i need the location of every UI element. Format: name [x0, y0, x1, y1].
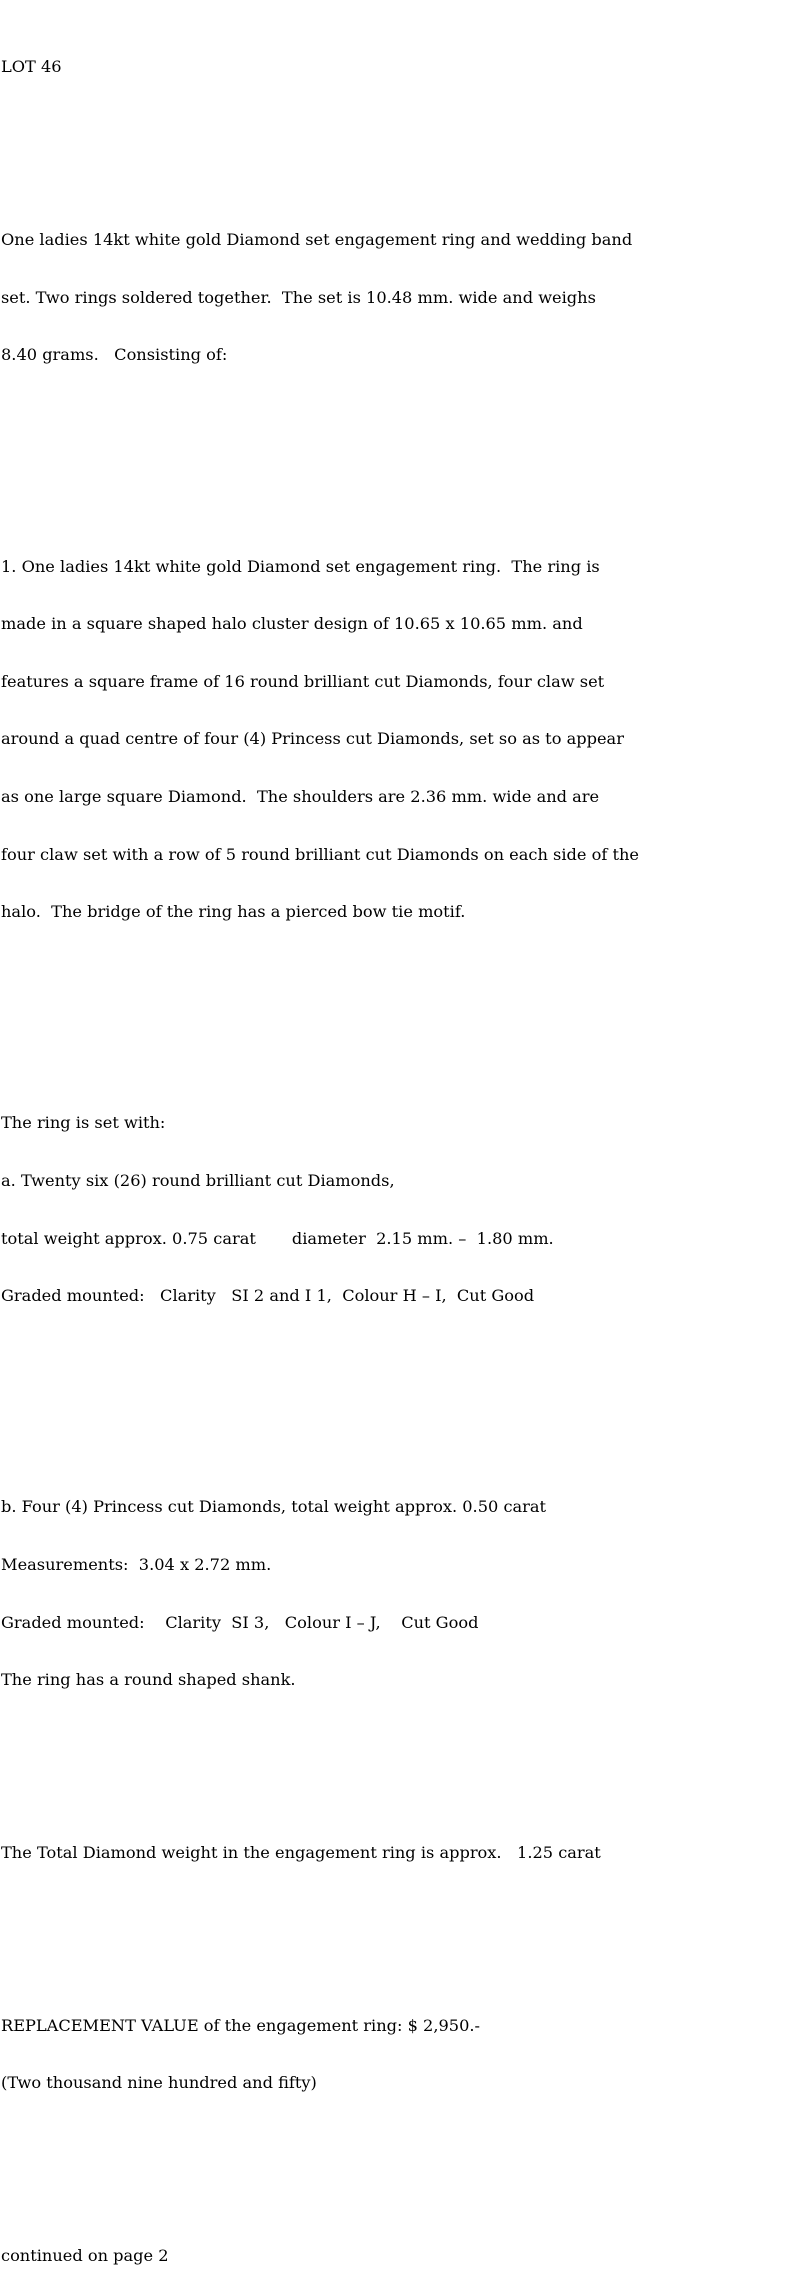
lot-number: LOT 46	[1, 57, 62, 77]
stones-section-b	[1, 1459, 800, 1728]
spacer	[1, 2169, 800, 2188]
text-line: One ladies 14kt white gold Diamond set engagement ring and wedding band	[1, 230, 633, 250]
text-line: total weight approx. 0.75 carat diameter 2.15 mm. – 1.80 mm.	[1, 1228, 554, 1248]
text-line: features a square frame of 16 round brilliant cut Diamonds, four claw set	[1, 671, 605, 691]
text-line: 8.40 grams. Consisting of:	[1, 345, 228, 365]
item-1-description	[1, 518, 800, 960]
text-line: The ring is set with:	[1, 1113, 166, 1133]
text-line: Graded mounted: Clarity SI 3, Colour I – J, Cut Good	[1, 1612, 479, 1632]
total-diamond-weight: The Total Diamond weight in the engagement ring is approx. 1.25 carat	[1, 1842, 601, 1862]
spacer	[1, 1901, 800, 1920]
text-line: Graded mounted: Clarity SI 2 and I 1, Colour H – I, Cut Good	[1, 1286, 535, 1306]
text-line: as one large square Diamond. The shoulders are 2.36 mm. wide and are	[1, 786, 600, 806]
text-line: set. Two rings soldered together. The set is 10.48 mm. wide and weighs	[1, 287, 596, 307]
spacer	[1, 441, 800, 460]
continued-note: continued on page 2	[1, 2246, 169, 2266]
intro-paragraph	[1, 192, 800, 403]
text-line: made in a square shaped halo cluster design of 10.65 x 10.65 mm. and	[1, 614, 583, 634]
spacer	[1, 115, 800, 134]
text-line: REPLACEMENT VALUE of the engagement ring: $ 2,950.-	[1, 2015, 480, 2035]
text-line: Measurements: 3.04 x 2.72 mm.	[1, 1554, 272, 1574]
text-line: a. Twenty six (26) round brilliant cut Diamonds,	[1, 1170, 395, 1190]
replacement-value	[1, 1977, 800, 2131]
text-line: halo. The bridge of the ring has a pierced bow tie motif.	[1, 902, 466, 922]
text-line: b. Four (4) Princess cut Diamonds, total weight approx. 0.50 carat	[1, 1497, 547, 1517]
stones-section-a	[1, 1075, 800, 1344]
text-line: 1. One ladies 14kt white gold Diamond set engagement ring. The ring is	[1, 556, 600, 576]
text-line: (Two thousand nine hundred and fifty)	[1, 2073, 317, 2093]
text-line: The ring has a round shaped shank.	[1, 1670, 296, 1690]
spacer	[1, 998, 800, 1017]
appraisal-document	[1, 19, 800, 2285]
text-line: around a quad centre of four (4) Princess cut Diamonds, set so as to appear	[1, 729, 624, 749]
spacer	[1, 1766, 800, 1785]
text-line: four claw set with a row of 5 round brilliant cut Diamonds on each side of the	[1, 844, 640, 864]
spacer	[1, 1382, 800, 1401]
